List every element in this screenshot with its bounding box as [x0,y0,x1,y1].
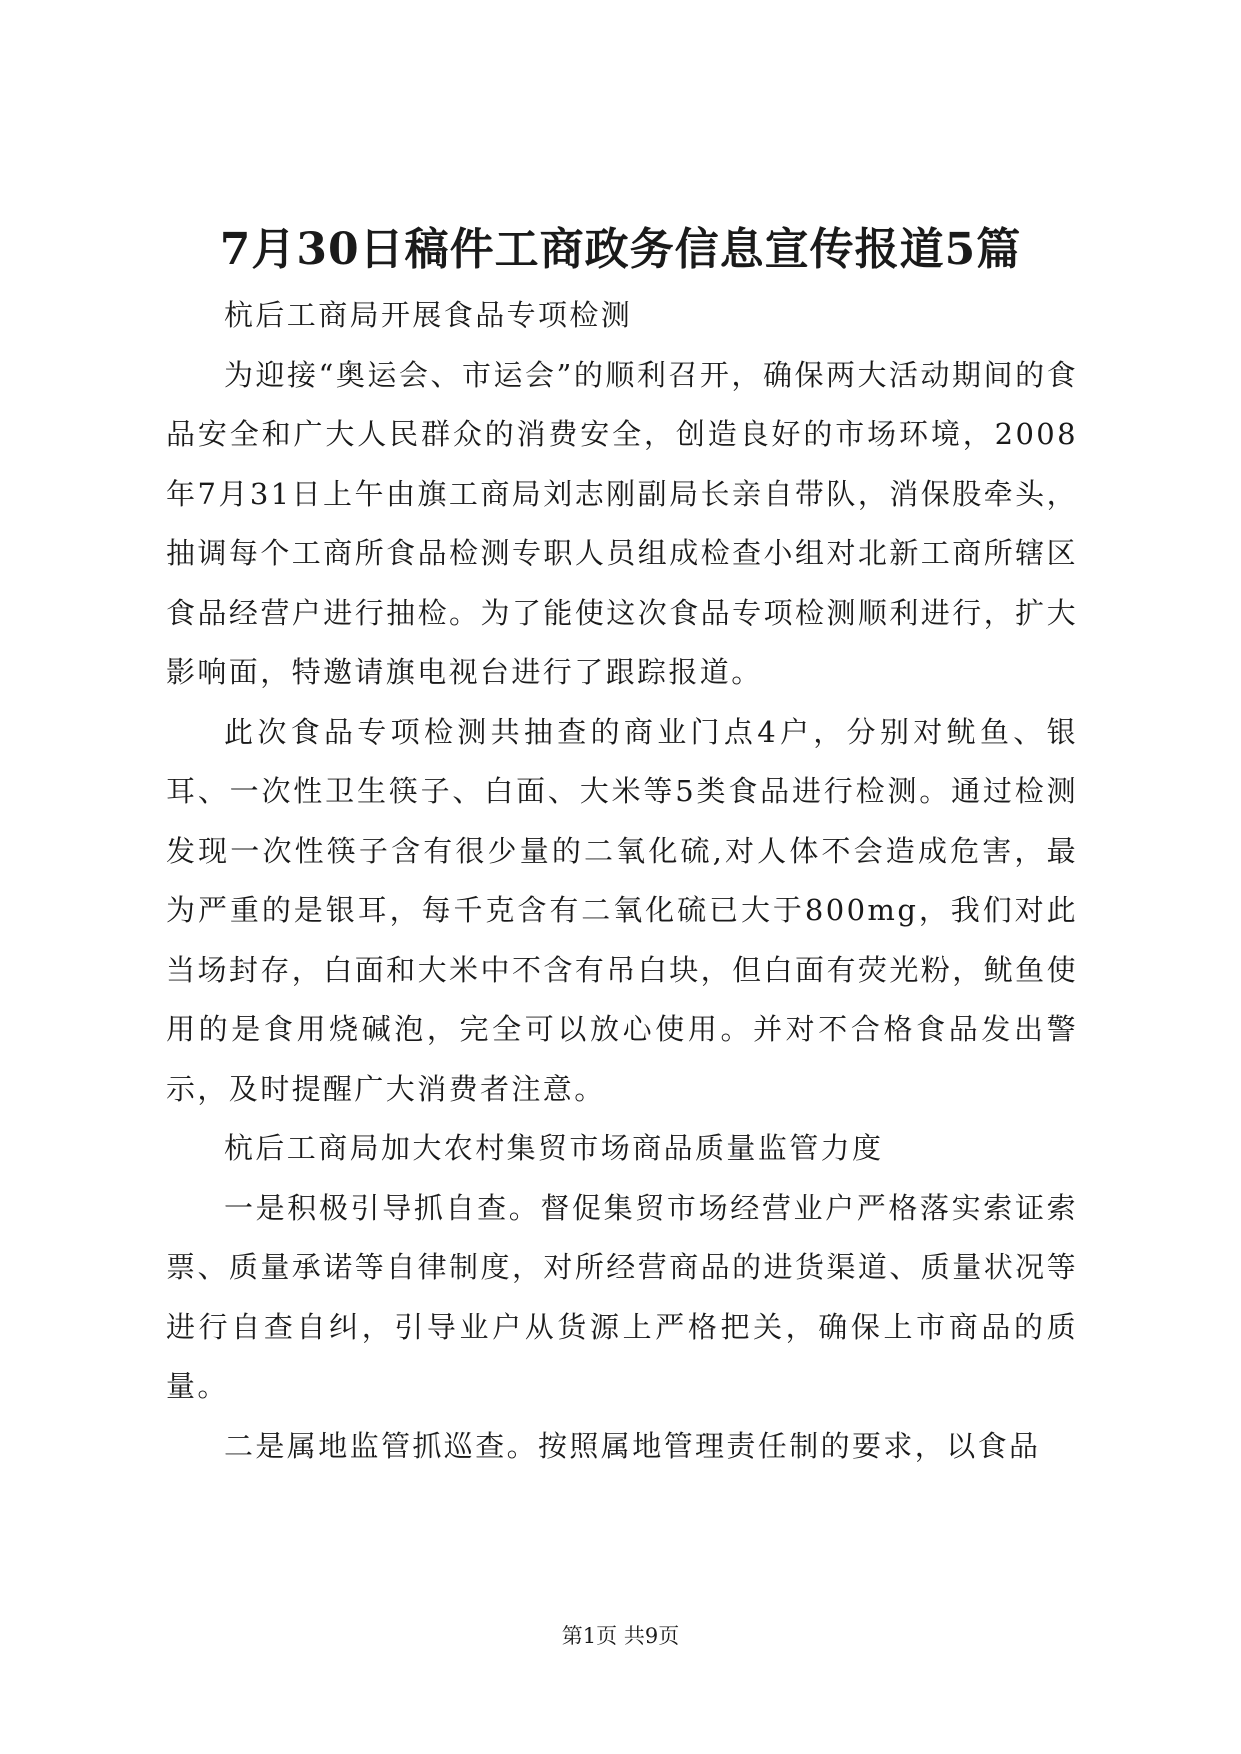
paragraph: 二是属地监管抓巡查。按照属地管理责任制的要求，以食品 [224,1428,1041,1463]
paragraph: 为迎接“奥运会、市运会”的顺利召开，确保两大活动期间的食品安全和广大人民群众的消费安全，创造良好的市场环境，2008年7月31日上午由旗工商局刘志刚副局长亲自带队，消保股牵头，抽调每个工商所食品检测专职人员组成检查小组对北新工商所辖区食品经营户进行抽检。为了能使这次食品专项检测顺利进行，扩大影响面，特邀请旗电视台进行了跟踪报道。 [166,357,1078,689]
paragraph: 一是积极引导抓自查。督促集贸市场经营业户严格落实索证索票、质量承诺等自律制度，对所经营商品的进货渠道、质量状况等进行自查自纠，引导业户从货源上严格把关，确保上市商品的质量。 [166,1190,1078,1403]
section-heading-market-supervision: 杭后工商局加大农村集贸市场商品质量监管力度 [224,1131,884,1165]
page-number: 第1页 共9页 [561,1624,680,1648]
document-body [166,286,1078,1476]
paragraph: 此次食品专项检测共抽查的商业门点4户，分别对鱿鱼、银耳、一次性卫生筷子、白面、大米等5类食品进行检测。通过检测发现一次性筷子含有很少量的二氧化硫,对人体不会造成危害，最为严重的是银耳，每千克含有二氧化硫已大于800mg，我们对此当场封存，白面和大米中不含有吊白块，但白面有荧光粉，鱿鱼使用的是食用烧碱泡，完全可以放心使用。并对不合格食品发出警示，及时提醒广大消费者注意。 [166,714,1078,1106]
section-heading-food-inspection: 杭后工商局开展食品专项检测 [224,298,633,332]
document-title: 7月30日稿件工商政务信息宣传报道5篇 [219,224,1022,275]
page-footer [0,1622,1241,1650]
